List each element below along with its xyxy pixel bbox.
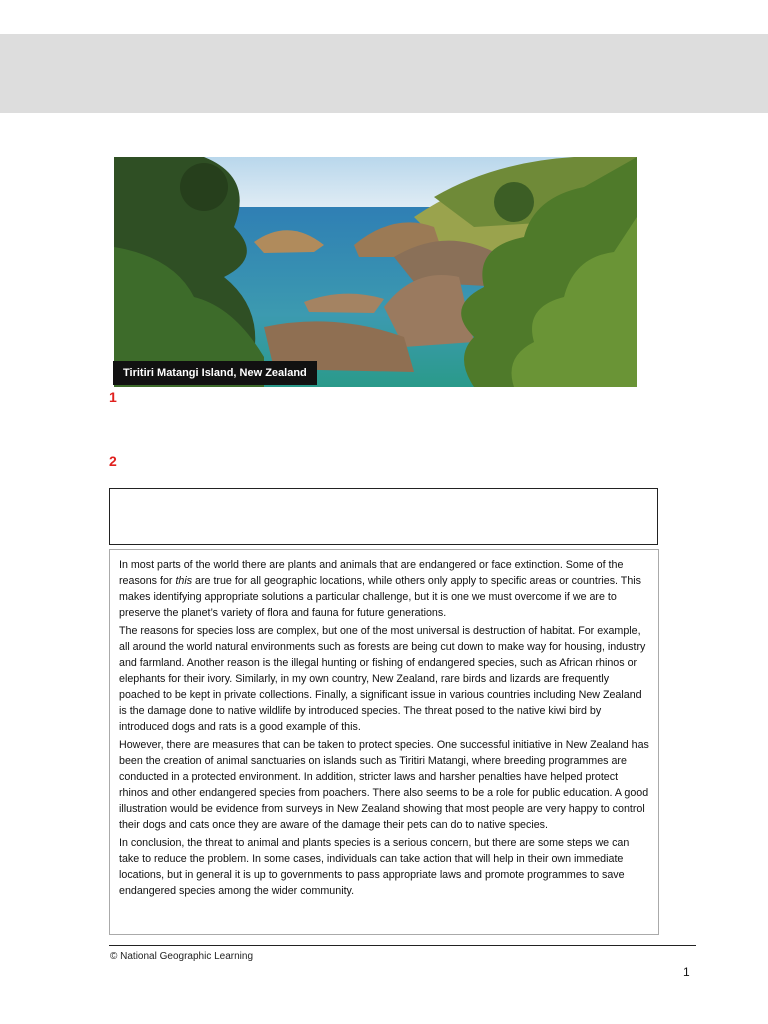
essay-paragraph-3: However, there are measures that can be taken to protect species. One successful initiative in New Zealand has been the creation of animal sanctuaries on islands such as Tiritiri Matangi, where breeding programmes are conducted in a protected environment. In addition, stricter laws and harsher penalties have helped protect rhinos and other endangered species from poachers. There also seems to be a role for public education. A good illustration would be evidence from surveys in New Zealand showing that most people are very happy to control their dogs and cats once they are aware of the damage their pets can do to native species. <box>119 739 649 831</box>
answer-box[interactable] <box>109 488 658 545</box>
copyright-notice: © National Geographic Learning <box>110 951 254 962</box>
footer-divider <box>109 945 696 946</box>
page-number: 1 <box>683 965 690 979</box>
essay-paragraph-1 <box>119 557 649 621</box>
essay-paragraph-1-end: are true for all geographic locations, while others only apply to specific areas or countries. This makes identifying appropriate solutions a particular challenge, but it is one we must overcome if we are to preserve the planet’s variety of flora and fauna for future generations. <box>119 575 641 619</box>
island-photo <box>114 157 637 387</box>
essay-paragraph-1-start: In most parts of the world there are plants and animals that are endangered or face extinction. Some of the reasons for <box>119 559 624 587</box>
essay-text-box <box>109 549 659 935</box>
essay-paragraph-2: The reasons for species loss are complex, but one of the most universal is destruction of habitat. For example, all around the world natural environments such as forests are being cut down to make way for housing, industry and farmland. Another reason is the illegal hunting or fishing of endangered species, such as African rhinos or elephants for their ivory. Similarly, in my own country, New Zealand, rare birds and lizards are frequently poached to be kept in private collections. Finally, a significant issue in various countries including New Zealand is the damage done to native wildlife by introduced species. The threat posed to the native kiwi bird by introduced dogs and rats is a good example of this. <box>119 625 646 733</box>
question-marker-2: 2 <box>109 453 117 469</box>
essay-paragraph-1-emphasis: this <box>175 575 193 587</box>
question-marker-1: 1 <box>109 389 117 405</box>
header-band <box>0 34 768 113</box>
photo-caption: Tiritiri Matangi Island, New Zealand <box>113 361 317 385</box>
essay-paragraph-4: In conclusion, the threat to animal and plants species is a serious concern, but there are some steps we can take to reduce the problem. In some cases, individuals can take action that will help in their own immediate locations, but in general it is up to governments to pass appropriate laws and promote programmes to save endangered species among the wider community. <box>119 837 630 897</box>
